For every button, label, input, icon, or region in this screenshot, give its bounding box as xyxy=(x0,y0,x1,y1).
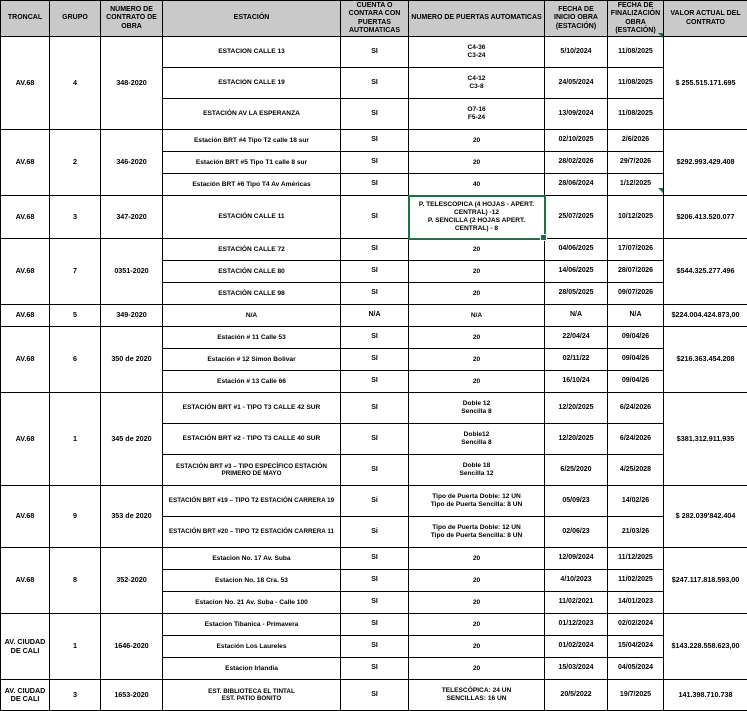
cell-estacion[interactable]: ESTACIÓN CALLE 11 xyxy=(163,196,341,239)
cell-estacion[interactable]: ESTACION CALLE 19 xyxy=(163,68,341,99)
cell-cuenta-puertas-automaticas[interactable]: SI xyxy=(341,196,409,239)
cell-numero-puertas[interactable]: 20 xyxy=(409,614,545,636)
cell-estacion[interactable]: Estación # 13 Calle 66 xyxy=(163,371,341,393)
cell-fecha-finalizacion[interactable]: 15/04/2024 xyxy=(608,636,664,658)
table-row[interactable] xyxy=(1,680,747,711)
cell-fecha-finalizacion[interactable]: 28/07/2026 xyxy=(608,261,664,283)
cell-grupo[interactable]: 1 xyxy=(50,614,101,680)
table-row[interactable] xyxy=(1,327,747,349)
cell-cuenta-puertas-automaticas[interactable]: SI xyxy=(341,658,409,680)
cell-cuenta-puertas-automaticas[interactable]: SI xyxy=(341,636,409,658)
cell-fecha-inicio[interactable]: 12/20/2025 xyxy=(545,424,608,455)
table-row[interactable] xyxy=(1,548,747,570)
cell-fecha-finalizacion[interactable]: 11/08/2025 xyxy=(608,99,664,130)
cell-numero-puertas[interactable]: 20 xyxy=(409,592,545,614)
cell-valor-contrato[interactable]: $381.312.911.935 xyxy=(664,393,747,486)
cell-grupo[interactable]: 7 xyxy=(50,239,101,305)
cell-fecha-inicio[interactable]: 02/11/22 xyxy=(545,349,608,371)
cell-valor-contrato[interactable]: 141.398.710.738 xyxy=(664,680,747,711)
cell-valor-contrato[interactable]: $292.993.429.408 xyxy=(664,130,747,196)
cell-cuenta-puertas-automaticas[interactable]: SI xyxy=(341,99,409,130)
cell-numero-puertas[interactable]: 20 xyxy=(409,283,545,305)
cell-estacion[interactable]: ESTACIÓN BRT #19 – TIPO T2 ESTACIÓN CARRERA 19 xyxy=(163,486,341,517)
cell-contrato[interactable]: 350 de 2020 xyxy=(101,327,163,393)
cell-estacion[interactable]: ESTACIÓN BRT #20 – TIPO T2 ESTACIÓN CARRERA 11 xyxy=(163,517,341,548)
cell-contrato[interactable]: 353 de 2020 xyxy=(101,486,163,548)
cell-fecha-finalizacion[interactable]: 11/02/2025 xyxy=(608,570,664,592)
cell-contrato[interactable]: 345 de 2020 xyxy=(101,393,163,486)
cell-numero-puertas[interactable]: C4-36 C3-24 xyxy=(409,37,545,68)
cell-fecha-finalizacion[interactable]: 11/12/2025 xyxy=(608,548,664,570)
cell-numero-puertas[interactable]: 20 xyxy=(409,658,545,680)
cell-fecha-finalizacion[interactable]: 2/6/2026 xyxy=(608,130,664,152)
cell-cuenta-puertas-automaticas[interactable]: SI xyxy=(341,37,409,68)
cell-numero-puertas[interactable]: O7-16 F5-24 xyxy=(409,99,545,130)
cell-numero-puertas[interactable]: 20 xyxy=(409,327,545,349)
cell-cuenta-puertas-automaticas[interactable]: SI xyxy=(341,455,409,486)
cell-fecha-inicio[interactable]: 24/05/2024 xyxy=(545,68,608,99)
cell-fecha-finalizacion[interactable]: 09/04/26 xyxy=(608,349,664,371)
cell-troncal[interactable]: AV. CIUDAD DE CALI xyxy=(1,614,50,680)
cell-fecha-inicio[interactable]: 6/25/2020 xyxy=(545,455,608,486)
cell-fecha-inicio[interactable]: 13/09/2024 xyxy=(545,99,608,130)
cell-grupo[interactable]: 3 xyxy=(50,196,101,239)
table-row[interactable] xyxy=(1,130,747,152)
cell-fecha-finalizacion[interactable]: 11/08/2025 xyxy=(608,37,664,68)
cell-estacion[interactable]: Estación BRT #4 Tipo T2 calle 18 sur xyxy=(163,130,341,152)
cell-troncal[interactable]: AV.68 xyxy=(1,239,50,305)
cell-cuenta-puertas-automaticas[interactable]: SI xyxy=(341,570,409,592)
cell-troncal[interactable]: AV.68 xyxy=(1,305,50,327)
cell-fecha-finalizacion[interactable]: 21/03/26 xyxy=(608,517,664,548)
cell-troncal[interactable]: AV.68 xyxy=(1,37,50,130)
cell-cuenta-puertas-automaticas[interactable]: SI xyxy=(341,130,409,152)
cell-fecha-finalizacion[interactable]: 14/02/26 xyxy=(608,486,664,517)
cell-estacion[interactable]: Estación BRT #5 Tipo T1 calle 8 sur xyxy=(163,152,341,174)
cell-fecha-inicio[interactable]: 20/5/2022 xyxy=(545,680,608,711)
table-row[interactable] xyxy=(1,305,747,327)
cell-troncal[interactable]: AV.68 xyxy=(1,486,50,548)
cell-fecha-finalizacion[interactable]: 19/7/2025 xyxy=(608,680,664,711)
table-row[interactable] xyxy=(1,196,747,239)
cell-troncal[interactable]: AV.68 xyxy=(1,548,50,614)
cell-estacion[interactable]: Estación # 12 Simon Bolivar xyxy=(163,349,341,371)
cell-valor-contrato[interactable]: $247.117.818.593,00 xyxy=(664,548,747,614)
cell-numero-puertas[interactable]: 20 xyxy=(409,349,545,371)
cell-cuenta-puertas-automaticas[interactable]: SI xyxy=(341,283,409,305)
cell-troncal[interactable]: AV. CIUDAD DE CALI xyxy=(1,680,50,711)
cell-fecha-finalizacion[interactable]: 02/02/2024 xyxy=(608,614,664,636)
cell-fecha-finalizacion[interactable]: 09/04/26 xyxy=(608,371,664,393)
cell-fecha-inicio[interactable]: 05/09/23 xyxy=(545,486,608,517)
cell-numero-puertas[interactable]: 20 xyxy=(409,152,545,174)
cell-numero-puertas[interactable]: 20 xyxy=(409,636,545,658)
cell-cuenta-puertas-automaticas[interactable]: SI xyxy=(341,548,409,570)
cell-estacion[interactable]: ESTACIÓN CALLE 80 xyxy=(163,261,341,283)
cell-numero-puertas[interactable]: Doble 12 Sencilla 8 xyxy=(409,393,545,424)
column-header-fecha-finalizacion[interactable]: FECHA DE FINALIZACIÓN OBRA (ESTACIÓN) xyxy=(608,1,664,37)
cell-contrato[interactable]: 1646-2020 xyxy=(101,614,163,680)
cell-fecha-inicio[interactable]: 12/20/2025 xyxy=(545,393,608,424)
cell-estacion[interactable]: ESTACIÓN AV LA ESPERANZA xyxy=(163,99,341,130)
cell-contrato[interactable]: 347-2020 xyxy=(101,196,163,239)
cell-valor-contrato[interactable]: $ 282.039'842.404 xyxy=(664,486,747,548)
cell-numero-puertas[interactable]: TELESCÓPICA: 24 UN SENCILLAS: 16 UN xyxy=(409,680,545,711)
table-row[interactable] xyxy=(1,614,747,636)
cell-fecha-finalizacion[interactable]: 11/08/2025 xyxy=(608,68,664,99)
cell-cuenta-puertas-automaticas[interactable]: SI xyxy=(341,327,409,349)
column-header-cuenta-puertas-automaticas[interactable]: CUENTA O CONTARA CON PUERTAS AUTOMATICAS xyxy=(341,1,409,37)
cell-fecha-inicio[interactable]: N/A xyxy=(545,305,608,327)
cell-estacion[interactable]: Estacion Tibanica - Primavera xyxy=(163,614,341,636)
table-header xyxy=(1,1,747,37)
column-header-estacion[interactable]: ESTACIÓN xyxy=(163,1,341,37)
cell-estacion[interactable]: Estación # 11 Calle 53 xyxy=(163,327,341,349)
cell-cuenta-puertas-automaticas[interactable]: SI xyxy=(341,614,409,636)
cell-fecha-inicio[interactable]: 28/02/2026 xyxy=(545,152,608,174)
cell-numero-puertas[interactable]: 40 xyxy=(409,174,545,196)
cell-fecha-inicio[interactable]: 01/02/2024 xyxy=(545,636,608,658)
cell-grupo[interactable]: 5 xyxy=(50,305,101,327)
cell-cuenta-puertas-automaticas[interactable]: Si xyxy=(341,486,409,517)
cell-cuenta-puertas-automaticas[interactable]: SI xyxy=(341,424,409,455)
cell-valor-contrato[interactable]: $216.363.454.208 xyxy=(664,327,747,393)
cell-cuenta-puertas-automaticas[interactable]: Si xyxy=(341,517,409,548)
cell-numero-puertas[interactable]: Doble 18 Sencilla 12 xyxy=(409,455,545,486)
cell-note-marker-icon xyxy=(658,188,663,193)
cell-fecha-inicio[interactable]: 01/12/2023 xyxy=(545,614,608,636)
cell-estacion[interactable]: ESTACIÓN BRT #1 - TIPO T3 CALLE 42 SUR xyxy=(163,393,341,424)
cell-estacion[interactable]: Estacion No. 17 Av. Suba xyxy=(163,548,341,570)
cell-estacion[interactable]: Estacion No. 18 Cra. 53 xyxy=(163,570,341,592)
cell-estacion[interactable]: N/A xyxy=(163,305,341,327)
cell-cuenta-puertas-automaticas[interactable]: SI xyxy=(341,592,409,614)
cell-grupo[interactable]: 2 xyxy=(50,130,101,196)
cell-valor-contrato[interactable]: $544.325.277.496 xyxy=(664,239,747,305)
table-row[interactable] xyxy=(1,393,747,424)
cell-valor-contrato[interactable]: $206.413.520.077 xyxy=(664,196,747,239)
cell-troncal[interactable]: AV.68 xyxy=(1,196,50,239)
column-header-troncal[interactable]: TRONCAL xyxy=(1,1,50,37)
cell-cuenta-puertas-automaticas[interactable]: SI xyxy=(341,239,409,261)
table-row[interactable] xyxy=(1,239,747,261)
cell-numero-puertas[interactable]: Tipo de Puerta Doble: 12 UN Tipo de Puerta Sencilla: 8 UN xyxy=(409,517,545,548)
cell-contrato[interactable]: 346-2020 xyxy=(101,130,163,196)
cell-grupo[interactable]: 3 xyxy=(50,680,101,711)
cell-fecha-inicio[interactable]: 02/06/23 xyxy=(545,517,608,548)
cell-fecha-finalizacion[interactable]: 04/05/2024 xyxy=(608,658,664,680)
cell-fecha-inicio[interactable]: 15/03/2024 xyxy=(545,658,608,680)
cell-valor-contrato[interactable]: $143.228.558.623,00 xyxy=(664,614,747,680)
column-header-numero-puertas-automaticas[interactable]: NUMERO DE PUERTAS AUTOMATICAS xyxy=(409,1,545,37)
cell-estacion[interactable]: ESTACIÓN CALLE 98 xyxy=(163,283,341,305)
cell-contrato[interactable]: 348-2020 xyxy=(101,37,163,130)
cell-fecha-finalizacion[interactable]: 29/7/2026 xyxy=(608,152,664,174)
table-row[interactable] xyxy=(1,37,747,68)
cell-troncal[interactable]: AV.68 xyxy=(1,393,50,486)
cell-numero-puertas[interactable]: N/A xyxy=(409,305,545,327)
cell-numero-puertas[interactable]: C4-12 C3-8 xyxy=(409,68,545,99)
cell-fecha-finalizacion[interactable]: 09/07/2026 xyxy=(608,283,664,305)
cell-note-marker-icon xyxy=(658,33,663,38)
table-body xyxy=(1,37,747,711)
cell-numero-puertas[interactable]: 20 xyxy=(409,548,545,570)
table-row[interactable] xyxy=(1,486,747,517)
cell-numero-puertas[interactable]: P. TELESCOPICA (4 HOJAS - APERT. CENTRAL) -12 P. SENCILLA (2 HOJAS APERT. CENTRAL) - 8 xyxy=(409,196,545,239)
cell-estacion[interactable]: ESTACION CALLE 13 xyxy=(163,37,341,68)
cell-troncal[interactable]: AV.68 xyxy=(1,327,50,393)
cell-estacion[interactable]: Estacion No. 21 Av. Suba - Calle 100 xyxy=(163,592,341,614)
cell-fecha-finalizacion[interactable]: 10/12/2025 xyxy=(608,196,664,239)
cell-grupo[interactable]: 4 xyxy=(50,37,101,130)
cell-fecha-finalizacion[interactable]: 4/25/2028 xyxy=(608,455,664,486)
cell-estacion[interactable]: Estación BRT #6 Tipo T4 Av Américas xyxy=(163,174,341,196)
cell-contrato[interactable]: 1653-2020 xyxy=(101,680,163,711)
cell-contrato[interactable]: 349-2020 xyxy=(101,305,163,327)
header-row xyxy=(1,1,747,37)
cell-fecha-inicio[interactable]: 28/06/2024 xyxy=(545,174,608,196)
cell-valor-contrato[interactable]: $224.004.424.873,00 xyxy=(664,305,747,327)
cell-grupo[interactable]: 6 xyxy=(50,327,101,393)
cell-numero-puertas[interactable]: 20 xyxy=(409,239,545,261)
cell-estacion[interactable]: ESTACIÓN BRT #3 – TIPO ESPECÍFICO ESTACIÓN PRIMERO DE MAYO xyxy=(163,455,341,486)
cell-numero-puertas[interactable]: Doble12 Sencilla 8 xyxy=(409,424,545,455)
cell-fecha-inicio[interactable]: 11/02/2021 xyxy=(545,592,608,614)
cell-troncal[interactable]: AV.68 xyxy=(1,130,50,196)
cell-cuenta-puertas-automaticas[interactable]: SI xyxy=(341,261,409,283)
cell-cuenta-puertas-automaticas[interactable]: N/A xyxy=(341,305,409,327)
cell-cuenta-puertas-automaticas[interactable]: SI xyxy=(341,349,409,371)
cell-fecha-inicio[interactable]: 4/10/2023 xyxy=(545,570,608,592)
cell-cuenta-puertas-automaticas[interactable]: SI xyxy=(341,680,409,711)
cell-fecha-inicio[interactable]: 5/10/2024 xyxy=(545,37,608,68)
cell-grupo[interactable]: 9 xyxy=(50,486,101,548)
cell-cuenta-puertas-automaticas[interactable]: SI xyxy=(341,68,409,99)
cell-contrato[interactable]: 352-2020 xyxy=(101,548,163,614)
cell-estacion[interactable]: ESTACIÓN BRT #2 - TIPO T3 CALLE 40 SUR xyxy=(163,424,341,455)
cell-estacion[interactable]: ESTACIÓN CALLE 72 xyxy=(163,239,341,261)
cell-estacion[interactable]: Estacion Irlandia xyxy=(163,658,341,680)
cell-fecha-inicio[interactable]: 28/05/2025 xyxy=(545,283,608,305)
cell-fecha-finalizacion[interactable]: 17/07/2026 xyxy=(608,239,664,261)
cell-fecha-inicio[interactable]: 04/06/2025 xyxy=(545,239,608,261)
cell-fecha-inicio[interactable]: 14/06/2025 xyxy=(545,261,608,283)
cell-grupo[interactable]: 1 xyxy=(50,393,101,486)
cell-valor-contrato[interactable]: $ 255.515.171.695 xyxy=(664,37,747,130)
cell-fecha-finalizacion[interactable]: 14/01/2023 xyxy=(608,592,664,614)
cell-cuenta-puertas-automaticas[interactable]: SI xyxy=(341,393,409,424)
cell-fecha-inicio[interactable]: 25/07/2025 xyxy=(545,196,608,239)
cell-fecha-inicio[interactable]: 12/09/2024 xyxy=(545,548,608,570)
cell-fecha-inicio[interactable]: 02/10/2025 xyxy=(545,130,608,152)
cell-cuenta-puertas-automaticas[interactable]: SI xyxy=(341,371,409,393)
cell-numero-puertas[interactable]: Tipo de Puerta Doble: 12 UN Tipo de Puerta Sencilla: 8 UN xyxy=(409,486,545,517)
cell-numero-puertas[interactable]: 20 xyxy=(409,371,545,393)
column-header-contrato[interactable]: NUMERO DE CONTRATO DE OBRA xyxy=(101,1,163,37)
cell-fecha-inicio[interactable]: 22/04/24 xyxy=(545,327,608,349)
cell-grupo[interactable]: 8 xyxy=(50,548,101,614)
cell-numero-puertas[interactable]: 20 xyxy=(409,261,545,283)
cell-numero-puertas[interactable]: 20 xyxy=(409,570,545,592)
cell-cuenta-puertas-automaticas[interactable]: SI xyxy=(341,152,409,174)
cell-fecha-finalizacion[interactable]: N/A xyxy=(608,305,664,327)
cell-numero-puertas[interactable]: 20 xyxy=(409,130,545,152)
column-header-fecha-inicio[interactable]: FECHA DE INICIO OBRA (ESTACIÓN) xyxy=(545,1,608,37)
column-header-valor-contrato[interactable]: VALOR ACTUAL DEL CONTRATO xyxy=(664,1,747,37)
cell-cuenta-puertas-automaticas[interactable]: SI xyxy=(341,174,409,196)
cell-fecha-inicio[interactable]: 16/10/24 xyxy=(545,371,608,393)
column-header-grupo[interactable]: GRUPO xyxy=(50,1,101,37)
cell-contrato[interactable]: 0351-2020 xyxy=(101,239,163,305)
cell-fecha-finalizacion[interactable]: 6/24/2026 xyxy=(608,393,664,424)
cell-estacion[interactable]: Estación Los Laureles xyxy=(163,636,341,658)
cell-estacion[interactable]: EST. BIBLIOTECA EL TINTAL EST. PATIO BONITO xyxy=(163,680,341,711)
cell-fecha-finalizacion[interactable]: 6/24/2026 xyxy=(608,424,664,455)
cell-fecha-finalizacion[interactable]: 1/12/2025 xyxy=(608,174,664,196)
cell-fecha-finalizacion[interactable]: 09/04/26 xyxy=(608,327,664,349)
